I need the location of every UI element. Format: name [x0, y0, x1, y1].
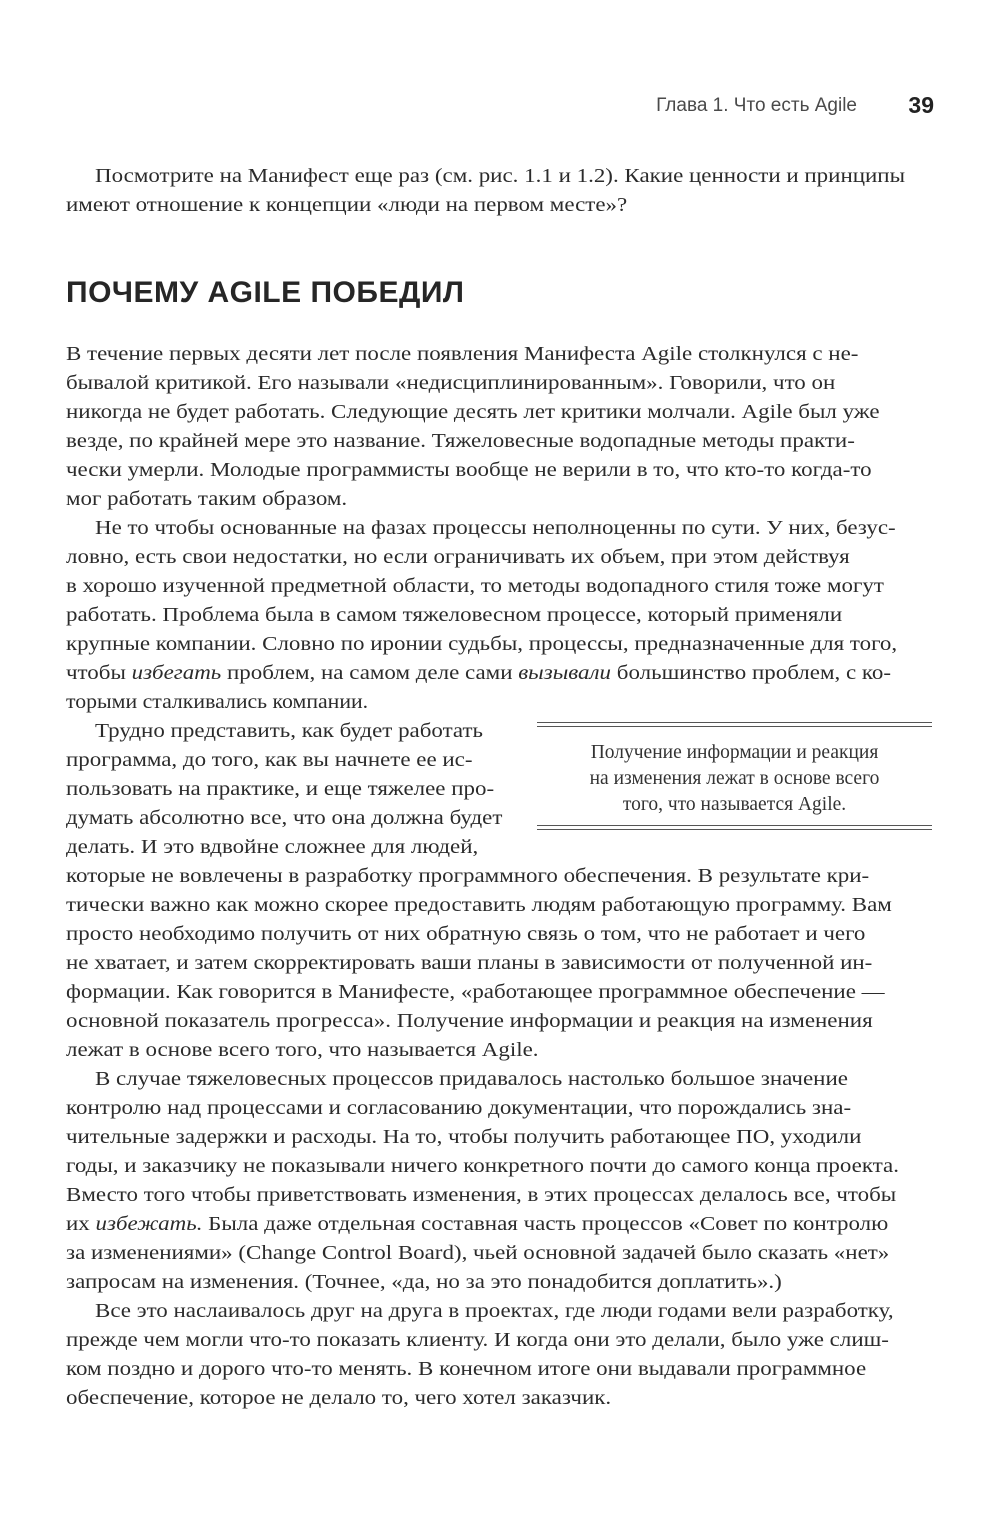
text-line: имеют отношение к концепции «люди на первом месте»? [66, 194, 628, 216]
text-line: чительные задержки и расходы. На то, чтобы получить работающее ПО, уходили [66, 1126, 862, 1148]
text-line: программа, до того, как вы начнете ее ис- [66, 749, 473, 771]
text-line: никогда не будет работать. Следующие десять лет критики молчали. Agile был уже [66, 401, 880, 423]
double-rule-top [537, 722, 932, 727]
text-line: Трудно представить, как будет работать [95, 720, 484, 742]
text-line: за изменениями» (Change Control Board), чьей основной задачей было сказать «нет» [66, 1242, 890, 1264]
running-header [0, 92, 1000, 126]
text-line: просто необходимо получить от них обратную связь о том, что не работает и чего [66, 923, 866, 945]
emphasis-text: избегать [131, 662, 222, 684]
text-line: ловно, есть свои недостатки, но если ограничивать их объем, при этом действуя [66, 546, 850, 568]
text-run: чтобы [66, 662, 132, 684]
text-line: делать. И это вдвойне сложнее для людей, [66, 836, 479, 858]
text-run: их [66, 1213, 96, 1235]
text-line: Не то чтобы основанные на фазах процессы неполноценны по сути. У них, безус- [95, 517, 896, 539]
text-line: Вместо того чтобы приветствовать изменения, в этих процессах делалось все, чтобы [66, 1184, 897, 1206]
text-line: В случае тяжеловесных процессов придавалось настолько большое значение [95, 1068, 848, 1090]
text-line: не хватает, и затем скорректировать ваши планы в зависимости от полученной ин- [66, 952, 873, 974]
text-line: контролю над процессами и согласованию документации, что порождались зна- [66, 1097, 852, 1119]
chapter-label: Глава 1. Что есть Agile [656, 95, 857, 116]
pull-quote-line: Получение информации и реакция [590, 742, 879, 763]
text-line: думать абсолютно все, что она должна будет [66, 807, 503, 829]
text-line [66, 659, 891, 688]
text-line [66, 1210, 888, 1239]
text-line: бывалой критикой. Его называли «недисциплинированным». Говорили, что он [66, 372, 836, 394]
text-line: пользовать на практике, и еще тяжелее про- [66, 778, 495, 800]
pull-quote [537, 722, 932, 830]
page-number: 39 [908, 92, 934, 118]
text-line: крупные компании. Словно по иронии судьбы, процессы, предназначенные для того, [66, 633, 898, 655]
text-line: лежат в основе всего того, что называется Agile. [66, 1039, 539, 1061]
text-line: в хорошо изученной предметной области, то методы водопадного стиля тоже могут [66, 575, 884, 597]
pull-quote-line: того, что называется Agile. [622, 794, 847, 815]
text-line: торыми сталкивались компании. [66, 691, 369, 713]
text-line: тически важно как можно скорее предоставить людям работающую программу. Вам [66, 894, 892, 916]
text-line: формации. Как говорится в Манифесте, «работающее программное обеспечение — [66, 981, 885, 1003]
text-line: прежде чем могли что-то показать клиенту. И когда они это делали, было уже слиш- [66, 1329, 889, 1351]
text-run: проблем, на самом деле сами [221, 662, 519, 684]
text-line: запросам на изменения. (Точнее, «да, но за это понадобится доплатить».) [66, 1271, 782, 1293]
text-line: чески умерли. Молодые программисты вообще не верили в то, что кто-то когда-то [66, 459, 872, 481]
text-run: большинство проблем, с ко- [611, 662, 892, 684]
text-line: ком поздно и дорого что-то менять. В конечном итоге они выдавали программное [66, 1358, 867, 1380]
text-line: которые не вовлечены в разработку программного обеспечения. В результате кри- [66, 865, 870, 887]
text-line: везде, по крайней мере это название. Тяжеловесные водопадные методы практи- [66, 430, 855, 452]
text-line: основной показатель прогресса». Получение информации и реакция на изменения [66, 1010, 873, 1032]
double-rule-bottom [537, 825, 932, 830]
text-line: обеспечение, которое не делало то, чего хотел заказчик. [66, 1387, 612, 1409]
emphasis-text: избежать. [95, 1213, 203, 1235]
section-heading: ПОЧЕМУ AGILE ПОБЕДИЛ [66, 276, 465, 309]
text-line: Посмотрите на Манифест еще раз (см. рис. 1.1 и 1.2). Какие ценности и принципы [95, 165, 906, 187]
text-line: В течение первых десяти лет после появления Манифеста Agile столкнулся с не- [66, 343, 859, 365]
text-line: Все это наслаивалось друг на друга в проектах, где люди годами вели разработку, [95, 1300, 894, 1322]
text-line: работать. Проблема была в самом тяжеловесном процессе, который применяли [66, 604, 843, 626]
text-run: Была даже отдельная составная часть процессов «Совет по контролю [202, 1213, 889, 1235]
emphasis-text: вызывали [518, 662, 612, 684]
text-line: годы, и заказчику не показывали ничего конкретного почти до самого конца проекта. [66, 1155, 899, 1177]
pull-quote-line: на изменения лежат в основе всего [589, 768, 880, 789]
text-line: мог работать таким образом. [66, 488, 348, 510]
